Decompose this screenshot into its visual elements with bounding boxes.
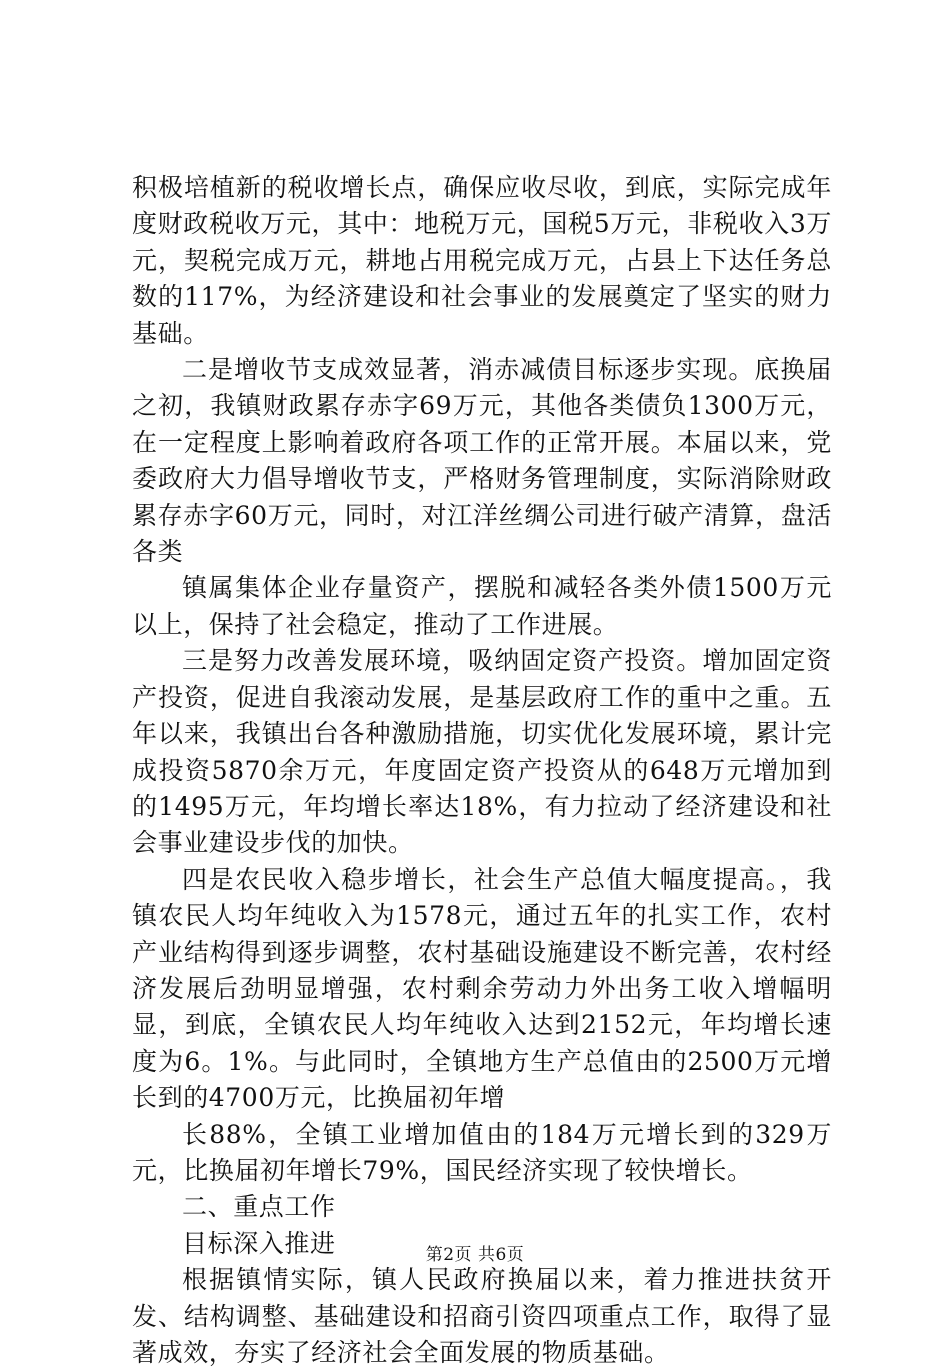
paragraph-tax-revenue: 积极培植新的税收增长点，确保应收尽收，到底，实际完成年度财政税收万元，其中：地税万元，国税5万元，非税收入3万元，契税完成万元，耕地占用税完成万元，占县上下达任务总数的117%，为经济建设和社会事业的发展奠定了坚实的财力基础。 — [132, 173, 832, 348]
section-heading-key-work: 二、重点工作 — [182, 1192, 336, 1222]
paragraph-farmer-income: 四是农民收入稳步增长，社会生产总值大幅度提高。，我镇农民人均年纯收入为1578元，通过五年的扎实工作，农村产业结构得到逐步调整，农村基础设施建设不断完善，农村经济发展后劲明显增强，农村剩余劳动力外出务工收入增幅明显，到底，全镇农民人均年纯收入达到2152元，年均增长速度为6。1%。与此同时，全镇地方生产总值由的2500万元增长到的4700万元，比换届初年增 — [132, 864, 832, 1113]
paragraph-industrial-growth: 长88%，全镇工业增加值由的184万元增长到的329万元，比换届初年增长79%，国民经济实现了较快增长。 — [132, 1119, 832, 1185]
document-body — [132, 170, 832, 1371]
paragraph-collective-assets: 镇属集体企业存量资产，摆脱和减轻各类外债1500万元以上，保持了社会稳定，推动了工作进展。 — [132, 573, 832, 639]
page-number-footer: 第2页 共6页 — [425, 1245, 525, 1265]
paragraph-deficit-reduction: 二是增收节支成效显著，消赤减债目标逐步实现。底换届之初，我镇财政累存赤字69万元，其他各类债负1300万元，在一定程度上影响着政府各项工作的正常开展。本届以来，党委政府大力倡导增收节支，严格财务管理制度，实际消除财政累存赤字60万元，同时，对江洋丝绸公司进行破产清算，盘活各类 — [132, 355, 832, 567]
paragraph-key-work-summary: 根据镇情实际，镇人民政府换届以来，着力推进扶贫开发、结构调整、基础建设和招商引资四项重点工作，取得了显著成效，夯实了经济社会全面发展的物质基础。 — [132, 1265, 832, 1367]
paragraph-fixed-investment: 三是努力改善发展环境，吸纳固定资产投资。增加固定资产投资，促进自我滚动发展，是基层政府工作的重中之重。五年以来，我镇出台各种激励措施，切实优化发展环境，累计完成投资5870余万元，年度固定资产投资从的648万元增加到的1495万元，年均增长率达18%，有力拉动了经济建设和社会事业建设步伐的加快。 — [132, 646, 832, 858]
subheading-goals: 目标深入推进 — [182, 1228, 336, 1258]
